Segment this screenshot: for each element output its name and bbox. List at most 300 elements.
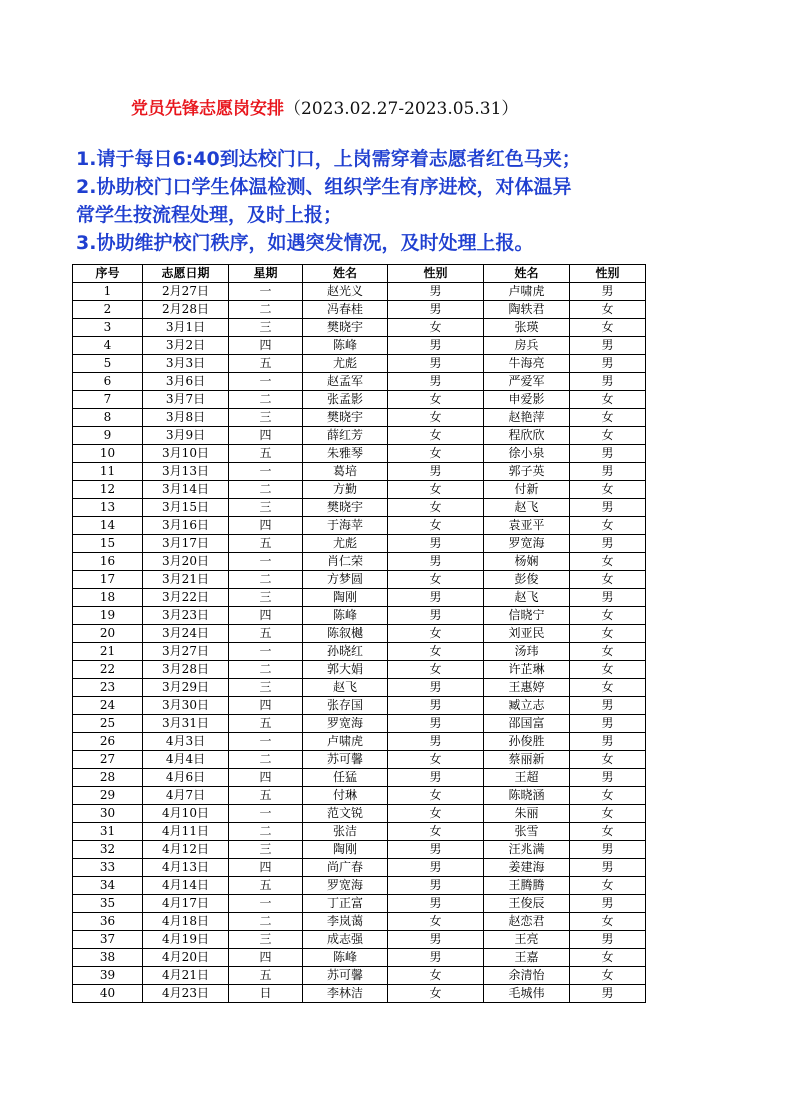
cell-date: 4月6日 [143, 769, 229, 787]
instruction-line: 3.协助维护校门秩序，如遇突发情况，及时处理上报。 [76, 232, 534, 254]
cell-gender-1: 女 [388, 499, 484, 517]
cell-name-2: 牛海亮 [484, 355, 570, 373]
cell-gender-1: 女 [388, 643, 484, 661]
cell-name-1: 陶刚 [303, 589, 388, 607]
cell-gender-1: 男 [388, 589, 484, 607]
table-row [73, 805, 646, 823]
table-row [73, 337, 646, 355]
cell-weekday: 四 [229, 697, 303, 715]
cell-name-1: 任猛 [303, 769, 388, 787]
cell-name-1: 郭大娟 [303, 661, 388, 679]
cell-name-1: 陈叙樾 [303, 625, 388, 643]
cell-name-2: 王惠婷 [484, 679, 570, 697]
table-row [73, 823, 646, 841]
cell-date: 4月13日 [143, 859, 229, 877]
cell-name-2: 程欣欣 [484, 427, 570, 445]
cell-date: 4月17日 [143, 895, 229, 913]
cell-weekday: 四 [229, 517, 303, 535]
cell-name-1: 尤彪 [303, 355, 388, 373]
cell-date: 3月28日 [143, 661, 229, 679]
cell-gender-2: 女 [570, 391, 646, 409]
cell-index: 26 [73, 733, 143, 751]
cell-gender-2: 女 [570, 427, 646, 445]
table-body [73, 283, 646, 1003]
table-row [73, 787, 646, 805]
cell-gender-2: 女 [570, 607, 646, 625]
cell-gender-1: 女 [388, 481, 484, 499]
cell-index: 27 [73, 751, 143, 769]
cell-index: 4 [73, 337, 143, 355]
cell-date: 4月20日 [143, 949, 229, 967]
cell-name-1: 樊晓宇 [303, 409, 388, 427]
cell-weekday: 三 [229, 931, 303, 949]
cell-gender-1: 男 [388, 301, 484, 319]
cell-date: 3月30日 [143, 697, 229, 715]
table-row [73, 877, 646, 895]
cell-name-1: 成志强 [303, 931, 388, 949]
cell-gender-2: 女 [570, 877, 646, 895]
cell-index: 11 [73, 463, 143, 481]
cell-gender-1: 女 [388, 571, 484, 589]
table-row [73, 985, 646, 1003]
cell-date: 3月17日 [143, 535, 229, 553]
cell-gender-2: 女 [570, 913, 646, 931]
header-gender-2: 性别 [570, 265, 646, 283]
cell-gender-2: 女 [570, 823, 646, 841]
page-title [131, 94, 518, 119]
cell-weekday: 五 [229, 445, 303, 463]
cell-index: 25 [73, 715, 143, 733]
cell-name-2: 信晓宁 [484, 607, 570, 625]
header-name-2: 姓名 [484, 265, 570, 283]
cell-weekday: 五 [229, 625, 303, 643]
cell-name-2: 邵国富 [484, 715, 570, 733]
cell-name-1: 张孟影 [303, 391, 388, 409]
cell-name-1: 樊晓宇 [303, 319, 388, 337]
cell-index: 19 [73, 607, 143, 625]
cell-date: 3月22日 [143, 589, 229, 607]
cell-name-2: 汪兆满 [484, 841, 570, 859]
cell-weekday: 五 [229, 715, 303, 733]
cell-gender-1: 女 [388, 445, 484, 463]
cell-date: 4月21日 [143, 967, 229, 985]
cell-weekday: 五 [229, 967, 303, 985]
cell-name-2: 王超 [484, 769, 570, 787]
cell-date: 3月1日 [143, 319, 229, 337]
cell-index: 23 [73, 679, 143, 697]
cell-weekday: 一 [229, 805, 303, 823]
cell-gender-1: 男 [388, 463, 484, 481]
cell-gender-1: 男 [388, 715, 484, 733]
cell-gender-1: 女 [388, 517, 484, 535]
table-row [73, 769, 646, 787]
cell-date: 3月13日 [143, 463, 229, 481]
header-index: 序号 [73, 265, 143, 283]
cell-name-2: 许芷琳 [484, 661, 570, 679]
cell-name-2: 臧立志 [484, 697, 570, 715]
table-row [73, 319, 646, 337]
cell-name-2: 汤玮 [484, 643, 570, 661]
cell-weekday: 二 [229, 391, 303, 409]
cell-name-1: 罗宽海 [303, 715, 388, 733]
cell-gender-2: 男 [570, 589, 646, 607]
cell-date: 4月10日 [143, 805, 229, 823]
cell-index: 12 [73, 481, 143, 499]
table-row [73, 751, 646, 769]
cell-gender-1: 女 [388, 661, 484, 679]
title-main: 党员先锋志愿岗安排 [131, 99, 284, 119]
table-row [73, 913, 646, 931]
cell-name-2: 蔡丽新 [484, 751, 570, 769]
cell-index: 38 [73, 949, 143, 967]
cell-gender-1: 男 [388, 355, 484, 373]
cell-name-2: 赵飞 [484, 589, 570, 607]
cell-weekday: 一 [229, 373, 303, 391]
cell-date: 3月7日 [143, 391, 229, 409]
cell-name-2: 赵艳萍 [484, 409, 570, 427]
cell-index: 9 [73, 427, 143, 445]
header-weekday: 星期 [229, 265, 303, 283]
cell-gender-2: 女 [570, 517, 646, 535]
cell-gender-2: 男 [570, 931, 646, 949]
cell-gender-1: 男 [388, 859, 484, 877]
cell-name-2: 陈晓涵 [484, 787, 570, 805]
table-row [73, 391, 646, 409]
cell-gender-1: 女 [388, 427, 484, 445]
cell-weekday: 三 [229, 841, 303, 859]
cell-name-1: 付琳 [303, 787, 388, 805]
cell-weekday: 一 [229, 643, 303, 661]
cell-weekday: 四 [229, 859, 303, 877]
cell-date: 4月18日 [143, 913, 229, 931]
cell-date: 3月29日 [143, 679, 229, 697]
cell-gender-1: 男 [388, 283, 484, 301]
cell-index: 17 [73, 571, 143, 589]
cell-gender-1: 女 [388, 625, 484, 643]
cell-gender-1: 女 [388, 319, 484, 337]
cell-weekday: 三 [229, 409, 303, 427]
table-row [73, 301, 646, 319]
cell-gender-1: 女 [388, 985, 484, 1003]
cell-date: 4月14日 [143, 877, 229, 895]
cell-gender-1: 男 [388, 679, 484, 697]
cell-gender-1: 男 [388, 895, 484, 913]
cell-weekday: 一 [229, 733, 303, 751]
cell-gender-2: 男 [570, 985, 646, 1003]
cell-gender-2: 女 [570, 805, 646, 823]
table-row [73, 679, 646, 697]
cell-date: 3月23日 [143, 607, 229, 625]
cell-date: 3月24日 [143, 625, 229, 643]
cell-name-2: 王嘉 [484, 949, 570, 967]
cell-weekday: 二 [229, 481, 303, 499]
table-row [73, 949, 646, 967]
instruction-line: 1.请于每日6:40到达校门口，上岗需穿着志愿者红色马夹； [76, 148, 581, 170]
cell-weekday: 二 [229, 661, 303, 679]
cell-index: 30 [73, 805, 143, 823]
cell-name-2: 刘亚民 [484, 625, 570, 643]
cell-gender-1: 男 [388, 949, 484, 967]
cell-index: 22 [73, 661, 143, 679]
cell-name-2: 袁亚平 [484, 517, 570, 535]
cell-date: 3月21日 [143, 571, 229, 589]
table-row [73, 427, 646, 445]
cell-name-1: 于海苹 [303, 517, 388, 535]
cell-name-1: 丁正富 [303, 895, 388, 913]
cell-gender-2: 男 [570, 445, 646, 463]
cell-gender-2: 女 [570, 571, 646, 589]
cell-gender-1: 女 [388, 409, 484, 427]
cell-index: 10 [73, 445, 143, 463]
cell-gender-2: 男 [570, 841, 646, 859]
instruction-line: 常学生按流程处理，及时上报； [76, 204, 343, 226]
table-row [73, 589, 646, 607]
cell-name-2: 严爱军 [484, 373, 570, 391]
cell-gender-1: 男 [388, 733, 484, 751]
cell-index: 40 [73, 985, 143, 1003]
cell-gender-2: 女 [570, 319, 646, 337]
instructions [76, 145, 676, 257]
cell-date: 4月12日 [143, 841, 229, 859]
cell-name-2: 赵恋君 [484, 913, 570, 931]
table-row [73, 895, 646, 913]
cell-name-1: 肖仁荣 [303, 553, 388, 571]
cell-weekday: 一 [229, 553, 303, 571]
cell-name-1: 冯春桂 [303, 301, 388, 319]
cell-date: 3月31日 [143, 715, 229, 733]
cell-name-2: 徐小泉 [484, 445, 570, 463]
cell-name-2: 王俊辰 [484, 895, 570, 913]
cell-index: 33 [73, 859, 143, 877]
cell-weekday: 三 [229, 499, 303, 517]
cell-gender-2: 男 [570, 499, 646, 517]
cell-name-1: 陈峰 [303, 337, 388, 355]
cell-name-1: 罗宽海 [303, 877, 388, 895]
cell-gender-1: 男 [388, 553, 484, 571]
table-row [73, 463, 646, 481]
cell-name-1: 陈峰 [303, 607, 388, 625]
cell-gender-2: 女 [570, 409, 646, 427]
cell-gender-2: 男 [570, 859, 646, 877]
cell-date: 3月10日 [143, 445, 229, 463]
cell-weekday: 三 [229, 589, 303, 607]
table-row [73, 445, 646, 463]
cell-date: 3月3日 [143, 355, 229, 373]
cell-gender-1: 女 [388, 391, 484, 409]
cell-gender-1: 男 [388, 769, 484, 787]
cell-weekday: 二 [229, 823, 303, 841]
cell-weekday: 五 [229, 535, 303, 553]
cell-name-2: 张瑛 [484, 319, 570, 337]
cell-name-1: 陶刚 [303, 841, 388, 859]
cell-name-1: 薛红芳 [303, 427, 388, 445]
cell-gender-2: 男 [570, 337, 646, 355]
cell-name-1: 赵飞 [303, 679, 388, 697]
table-row [73, 607, 646, 625]
cell-weekday: 二 [229, 751, 303, 769]
cell-index: 7 [73, 391, 143, 409]
cell-gender-1: 男 [388, 841, 484, 859]
cell-gender-2: 男 [570, 535, 646, 553]
cell-gender-2: 女 [570, 679, 646, 697]
table-row [73, 553, 646, 571]
table-row [73, 715, 646, 733]
header-gender-1: 性别 [388, 265, 484, 283]
cell-weekday: 三 [229, 679, 303, 697]
cell-index: 28 [73, 769, 143, 787]
cell-gender-2: 男 [570, 355, 646, 373]
cell-name-2: 卢啸虎 [484, 283, 570, 301]
cell-name-2: 郭子英 [484, 463, 570, 481]
cell-index: 31 [73, 823, 143, 841]
cell-gender-2: 男 [570, 373, 646, 391]
cell-date: 3月20日 [143, 553, 229, 571]
cell-gender-2: 男 [570, 283, 646, 301]
cell-weekday: 五 [229, 877, 303, 895]
cell-date: 3月9日 [143, 427, 229, 445]
cell-name-1: 李林洁 [303, 985, 388, 1003]
cell-gender-2: 男 [570, 769, 646, 787]
cell-name-1: 苏可馨 [303, 967, 388, 985]
cell-date: 4月7日 [143, 787, 229, 805]
cell-name-1: 张存国 [303, 697, 388, 715]
instruction-line: 2.协助校门口学生体温检测、组织学生有序进校，对体温异 [76, 176, 572, 198]
table-row [73, 643, 646, 661]
cell-weekday: 四 [229, 337, 303, 355]
cell-weekday: 二 [229, 301, 303, 319]
cell-gender-2: 女 [570, 751, 646, 769]
header-name-1: 姓名 [303, 265, 388, 283]
cell-gender-1: 女 [388, 805, 484, 823]
table-row [73, 859, 646, 877]
cell-index: 32 [73, 841, 143, 859]
cell-gender-2: 女 [570, 787, 646, 805]
cell-index: 24 [73, 697, 143, 715]
cell-name-2: 余清怡 [484, 967, 570, 985]
cell-weekday: 四 [229, 769, 303, 787]
cell-date: 3月27日 [143, 643, 229, 661]
cell-gender-2: 男 [570, 463, 646, 481]
cell-weekday: 二 [229, 913, 303, 931]
cell-name-2: 朱丽 [484, 805, 570, 823]
cell-gender-2: 女 [570, 553, 646, 571]
cell-name-1: 李岚蔼 [303, 913, 388, 931]
table-row [73, 841, 646, 859]
cell-index: 15 [73, 535, 143, 553]
table-row [73, 931, 646, 949]
cell-date: 3月2日 [143, 337, 229, 355]
cell-name-2: 孙俊胜 [484, 733, 570, 751]
cell-weekday: 一 [229, 895, 303, 913]
cell-index: 21 [73, 643, 143, 661]
cell-gender-1: 男 [388, 697, 484, 715]
cell-gender-2: 男 [570, 715, 646, 733]
table-row [73, 355, 646, 373]
cell-name-1: 方梦圆 [303, 571, 388, 589]
cell-weekday: 三 [229, 319, 303, 337]
cell-gender-2: 女 [570, 967, 646, 985]
cell-gender-1: 男 [388, 535, 484, 553]
table-row [73, 697, 646, 715]
cell-name-2: 陶轶君 [484, 301, 570, 319]
cell-date: 3月8日 [143, 409, 229, 427]
cell-index: 16 [73, 553, 143, 571]
cell-gender-1: 女 [388, 751, 484, 769]
table-row [73, 373, 646, 391]
cell-index: 29 [73, 787, 143, 805]
cell-name-1: 尚广春 [303, 859, 388, 877]
cell-name-2: 姜建海 [484, 859, 570, 877]
cell-name-1: 赵光义 [303, 283, 388, 301]
cell-date: 4月23日 [143, 985, 229, 1003]
cell-gender-2: 女 [570, 643, 646, 661]
cell-date: 3月16日 [143, 517, 229, 535]
cell-weekday: 四 [229, 427, 303, 445]
cell-name-1: 方勤 [303, 481, 388, 499]
cell-date: 3月14日 [143, 481, 229, 499]
table-row [73, 481, 646, 499]
cell-date: 2月28日 [143, 301, 229, 319]
cell-weekday: 四 [229, 607, 303, 625]
cell-date: 3月15日 [143, 499, 229, 517]
cell-name-2: 杨娴 [484, 553, 570, 571]
cell-name-2: 申爱影 [484, 391, 570, 409]
table-row [73, 661, 646, 679]
cell-index: 14 [73, 517, 143, 535]
cell-name-2: 罗宽海 [484, 535, 570, 553]
cell-index: 5 [73, 355, 143, 373]
cell-gender-1: 男 [388, 877, 484, 895]
cell-date: 3月6日 [143, 373, 229, 391]
cell-weekday: 五 [229, 355, 303, 373]
cell-weekday: 五 [229, 787, 303, 805]
cell-name-2: 王腾腾 [484, 877, 570, 895]
cell-weekday: 日 [229, 985, 303, 1003]
cell-name-1: 苏可馨 [303, 751, 388, 769]
cell-index: 37 [73, 931, 143, 949]
cell-index: 3 [73, 319, 143, 337]
cell-weekday: 二 [229, 571, 303, 589]
cell-gender-1: 男 [388, 931, 484, 949]
table-header-row [73, 265, 646, 283]
cell-name-1: 范文锐 [303, 805, 388, 823]
cell-name-2: 房兵 [484, 337, 570, 355]
title-date-range: （2023.02.27-2023.05.31） [284, 99, 519, 119]
cell-gender-2: 女 [570, 625, 646, 643]
cell-weekday: 一 [229, 283, 303, 301]
cell-weekday: 四 [229, 949, 303, 967]
cell-name-2: 毛城伟 [484, 985, 570, 1003]
cell-date: 4月3日 [143, 733, 229, 751]
cell-gender-1: 男 [388, 607, 484, 625]
cell-gender-1: 男 [388, 337, 484, 355]
cell-date: 4月4日 [143, 751, 229, 769]
cell-gender-1: 女 [388, 787, 484, 805]
cell-index: 8 [73, 409, 143, 427]
cell-name-1: 尤彪 [303, 535, 388, 553]
cell-name-2: 彭俊 [484, 571, 570, 589]
cell-gender-2: 男 [570, 733, 646, 751]
cell-name-1: 陈峰 [303, 949, 388, 967]
cell-name-2: 付新 [484, 481, 570, 499]
cell-index: 34 [73, 877, 143, 895]
table-row [73, 967, 646, 985]
schedule-table [72, 264, 646, 1003]
cell-name-1: 赵孟军 [303, 373, 388, 391]
cell-name-1: 张洁 [303, 823, 388, 841]
cell-weekday: 一 [229, 463, 303, 481]
table-row [73, 535, 646, 553]
